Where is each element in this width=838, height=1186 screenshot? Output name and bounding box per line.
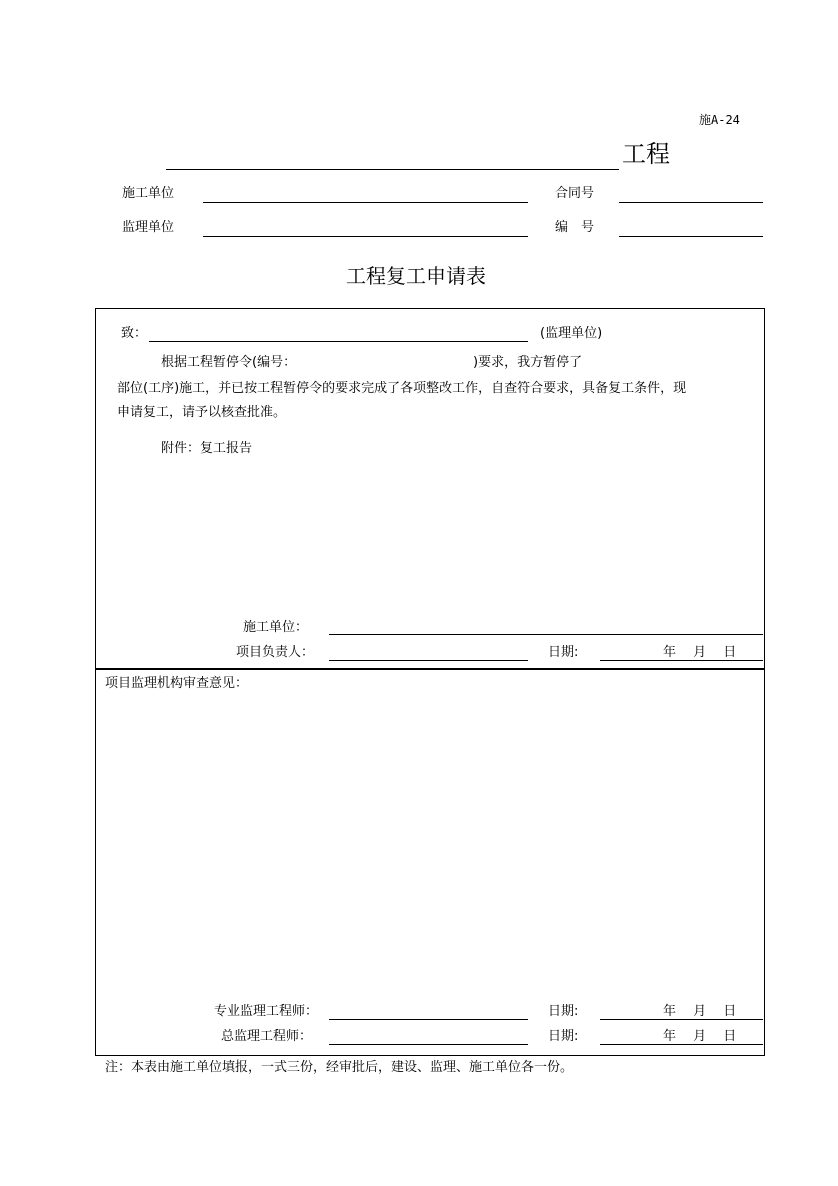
contract-no-label: 合同号 <box>555 186 595 201</box>
specialty-engineer-sign-field[interactable] <box>329 1019 528 1020</box>
date-label-3: 日期: <box>548 1029 579 1044</box>
chief-engineer-sign-field[interactable] <box>329 1044 528 1045</box>
para-line1-prefix: 根据工程暂停令(编号： <box>161 355 297 370</box>
date-ymd-2: 年 月 日 <box>663 1004 737 1019</box>
supervision-unit-field[interactable] <box>203 236 528 237</box>
construction-unit-sign-label: 施工单位： <box>243 620 309 635</box>
project-manager-sign-label: 项目负责人： <box>236 645 315 660</box>
construction-unit-sign-field[interactable] <box>329 634 763 635</box>
construction-unit-label: 施工单位 <box>122 186 175 201</box>
project-name-line[interactable] <box>166 169 619 170</box>
project-suffix: 工程 <box>622 140 670 168</box>
para-line1-suffix: )要求，我方暂停了 <box>473 355 583 370</box>
serial-no-label: 编 号 <box>555 220 595 235</box>
form-title: 工程复工申请表 <box>346 264 486 288</box>
date-label-2: 日期: <box>548 1004 579 1019</box>
project-manager-sign-field[interactable] <box>329 660 528 661</box>
supervision-unit-label: 监理单位 <box>122 220 175 235</box>
construction-unit-field[interactable] <box>203 202 528 203</box>
chief-engineer-sign-label: 总监理工程师： <box>221 1029 313 1044</box>
form-code: 施A-24 <box>699 113 740 127</box>
para-line2: 部位(工序)施工，并已按工程暂停令的要求完成了各项整改工作，自查符合要求，具备复工条件，现 <box>117 381 687 396</box>
footnote: 注：本表由施工单位填报，一式三份，经审批后，建设、监理、施工单位各一份。 <box>105 1060 574 1075</box>
para-line3: 申请复工，请予以核查批准。 <box>117 405 287 420</box>
specialty-engineer-sign-label: 专业监理工程师： <box>214 1004 319 1019</box>
review-opinion-label: 项目监理机构审查意见： <box>105 676 249 691</box>
date-label-1: 日期: <box>548 645 579 660</box>
to-label: 致： <box>121 326 148 341</box>
date-ymd-3: 年 月 日 <box>663 1029 737 1044</box>
attachment-label: 附件：复工报告 <box>161 441 253 456</box>
review-section <box>95 668 765 1056</box>
date-ymd-1: 年 月 日 <box>663 645 737 660</box>
contract-no-field[interactable] <box>619 202 763 203</box>
serial-no-field[interactable] <box>619 236 763 237</box>
to-suffix: (监理单位) <box>540 326 603 341</box>
to-field[interactable] <box>149 341 528 342</box>
